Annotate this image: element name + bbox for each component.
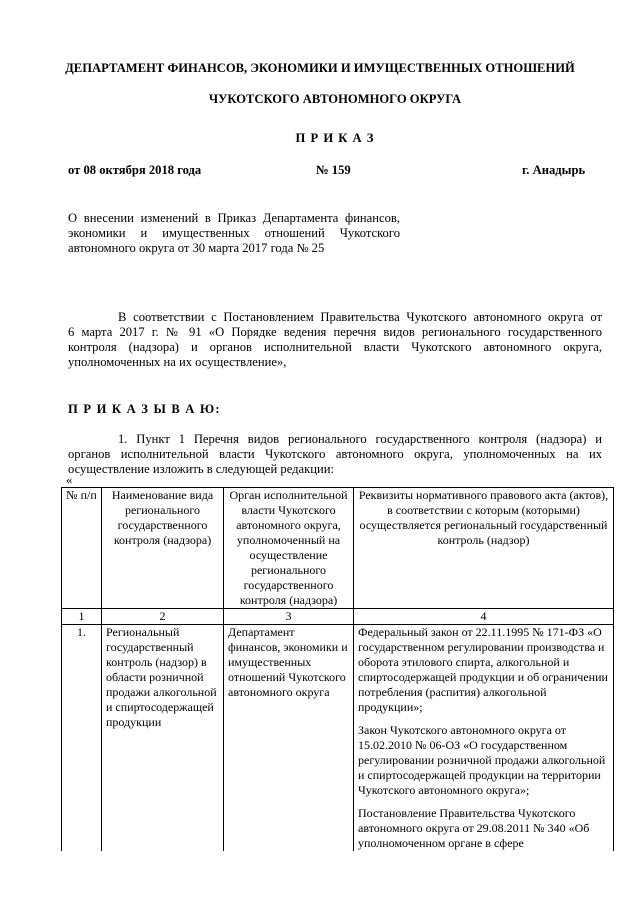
document-type: П Р И К А З xyxy=(295,131,375,145)
preamble-line: 6 марта 2017 г. № 91 «О Порядке ведения перечня видов регионального государственного xyxy=(68,325,602,339)
order-place: г. Анадырь xyxy=(522,163,586,177)
header-cell-number: № п/п xyxy=(62,488,102,609)
preamble-line: уполномоченных на их осуществление», xyxy=(68,355,287,369)
row-legal-acts xyxy=(354,625,614,852)
table-column-numbers-row xyxy=(62,609,614,625)
preamble-line: контроля (надзора) и органов исполнительной власти Чукотского автономного округа, xyxy=(68,340,602,354)
row-control-type: Региональный государственный контроль (надзор) в области розничной продажи алкогольной и спиртосодержащей продукции xyxy=(102,625,224,852)
column-number: 4 xyxy=(354,609,614,625)
legal-act: Постановление Правительства Чукотского автономного округа от 29.08.2011 № 340 «Об уполномоченном органе в сфере xyxy=(358,806,590,850)
department-title-line2: ЧУКОТСКОГО АВТОНОМНОГО ОКРУГА xyxy=(208,92,462,106)
subject-line: О внесении изменений в Приказ Департамента финансов, xyxy=(68,211,400,225)
header-cell-control-type: Наименование вида регионального государственного контроля (надзора) xyxy=(102,488,224,609)
subject-line: экономики и имущественных отношений Чукотского xyxy=(68,226,400,240)
clause-1 xyxy=(68,432,602,477)
order-word: П Р И К А З Ы В А Ю: xyxy=(68,402,221,416)
legal-act: Федеральный закон от 22.11.1995 № 171-ФЗ «О государственном регулировании производства и оборота этилового спирта, алкогольной и спиртосодержащей продукции и об ограничении потребления (распития) алкогольной продукции»; xyxy=(358,625,608,714)
header-cell-legal-acts: Реквизиты нормативного правового акта (актов), в соответствии с которым (которыми) осуществляется региональный государственный контроль (надзор) xyxy=(354,488,614,609)
table-row xyxy=(62,625,614,852)
control-types-table xyxy=(61,487,614,851)
clause-line: 1. Пункт 1 Перечня видов регионального государственного контроля (надзора) и xyxy=(118,432,602,446)
legal-act: Закон Чукотского автономного округа от 15.02.2010 № 06-ОЗ «О государственном регулировании розничной продажи алкогольной и спиртосодержащей продукции на территории Чукотского автономного округа»; xyxy=(358,723,606,797)
order-date: от 08 октября 2018 года xyxy=(68,163,202,177)
department-title-line1: ДЕПАРТАМЕНТ ФИНАНСОВ, ЭКОНОМИКИ И ИМУЩЕСТВЕННЫХ ОТНОШЕНИЙ xyxy=(65,61,575,75)
table-header-row xyxy=(62,488,614,609)
column-number: 2 xyxy=(102,609,224,625)
opening-quote: « xyxy=(66,473,73,487)
preamble-line: В соответствии с Постановлением Правительства Чукотского автономного округа от xyxy=(118,310,602,324)
preamble xyxy=(68,310,602,370)
order-subject xyxy=(68,211,400,256)
column-number: 3 xyxy=(224,609,354,625)
column-number: 1 xyxy=(62,609,102,625)
clause-line: органов исполнительной власти Чукотского автономного округа, уполномоченных на их xyxy=(68,447,602,461)
row-authority: Департамент финансов, экономики и имущественных отношений Чукотского автономного округа xyxy=(224,625,354,852)
row-number: 1. xyxy=(62,625,102,852)
subject-line: автономного округа от 30 марта 2017 года № 25 xyxy=(68,241,325,255)
order-number: № 159 xyxy=(316,163,351,177)
clause-line: осуществление изложить в следующей редакции: xyxy=(68,462,334,476)
header-cell-authority: Орган исполнительной власти Чукотского автономного округа, уполномоченный на осуществление регионального государственного контроля (надзора) xyxy=(224,488,354,609)
